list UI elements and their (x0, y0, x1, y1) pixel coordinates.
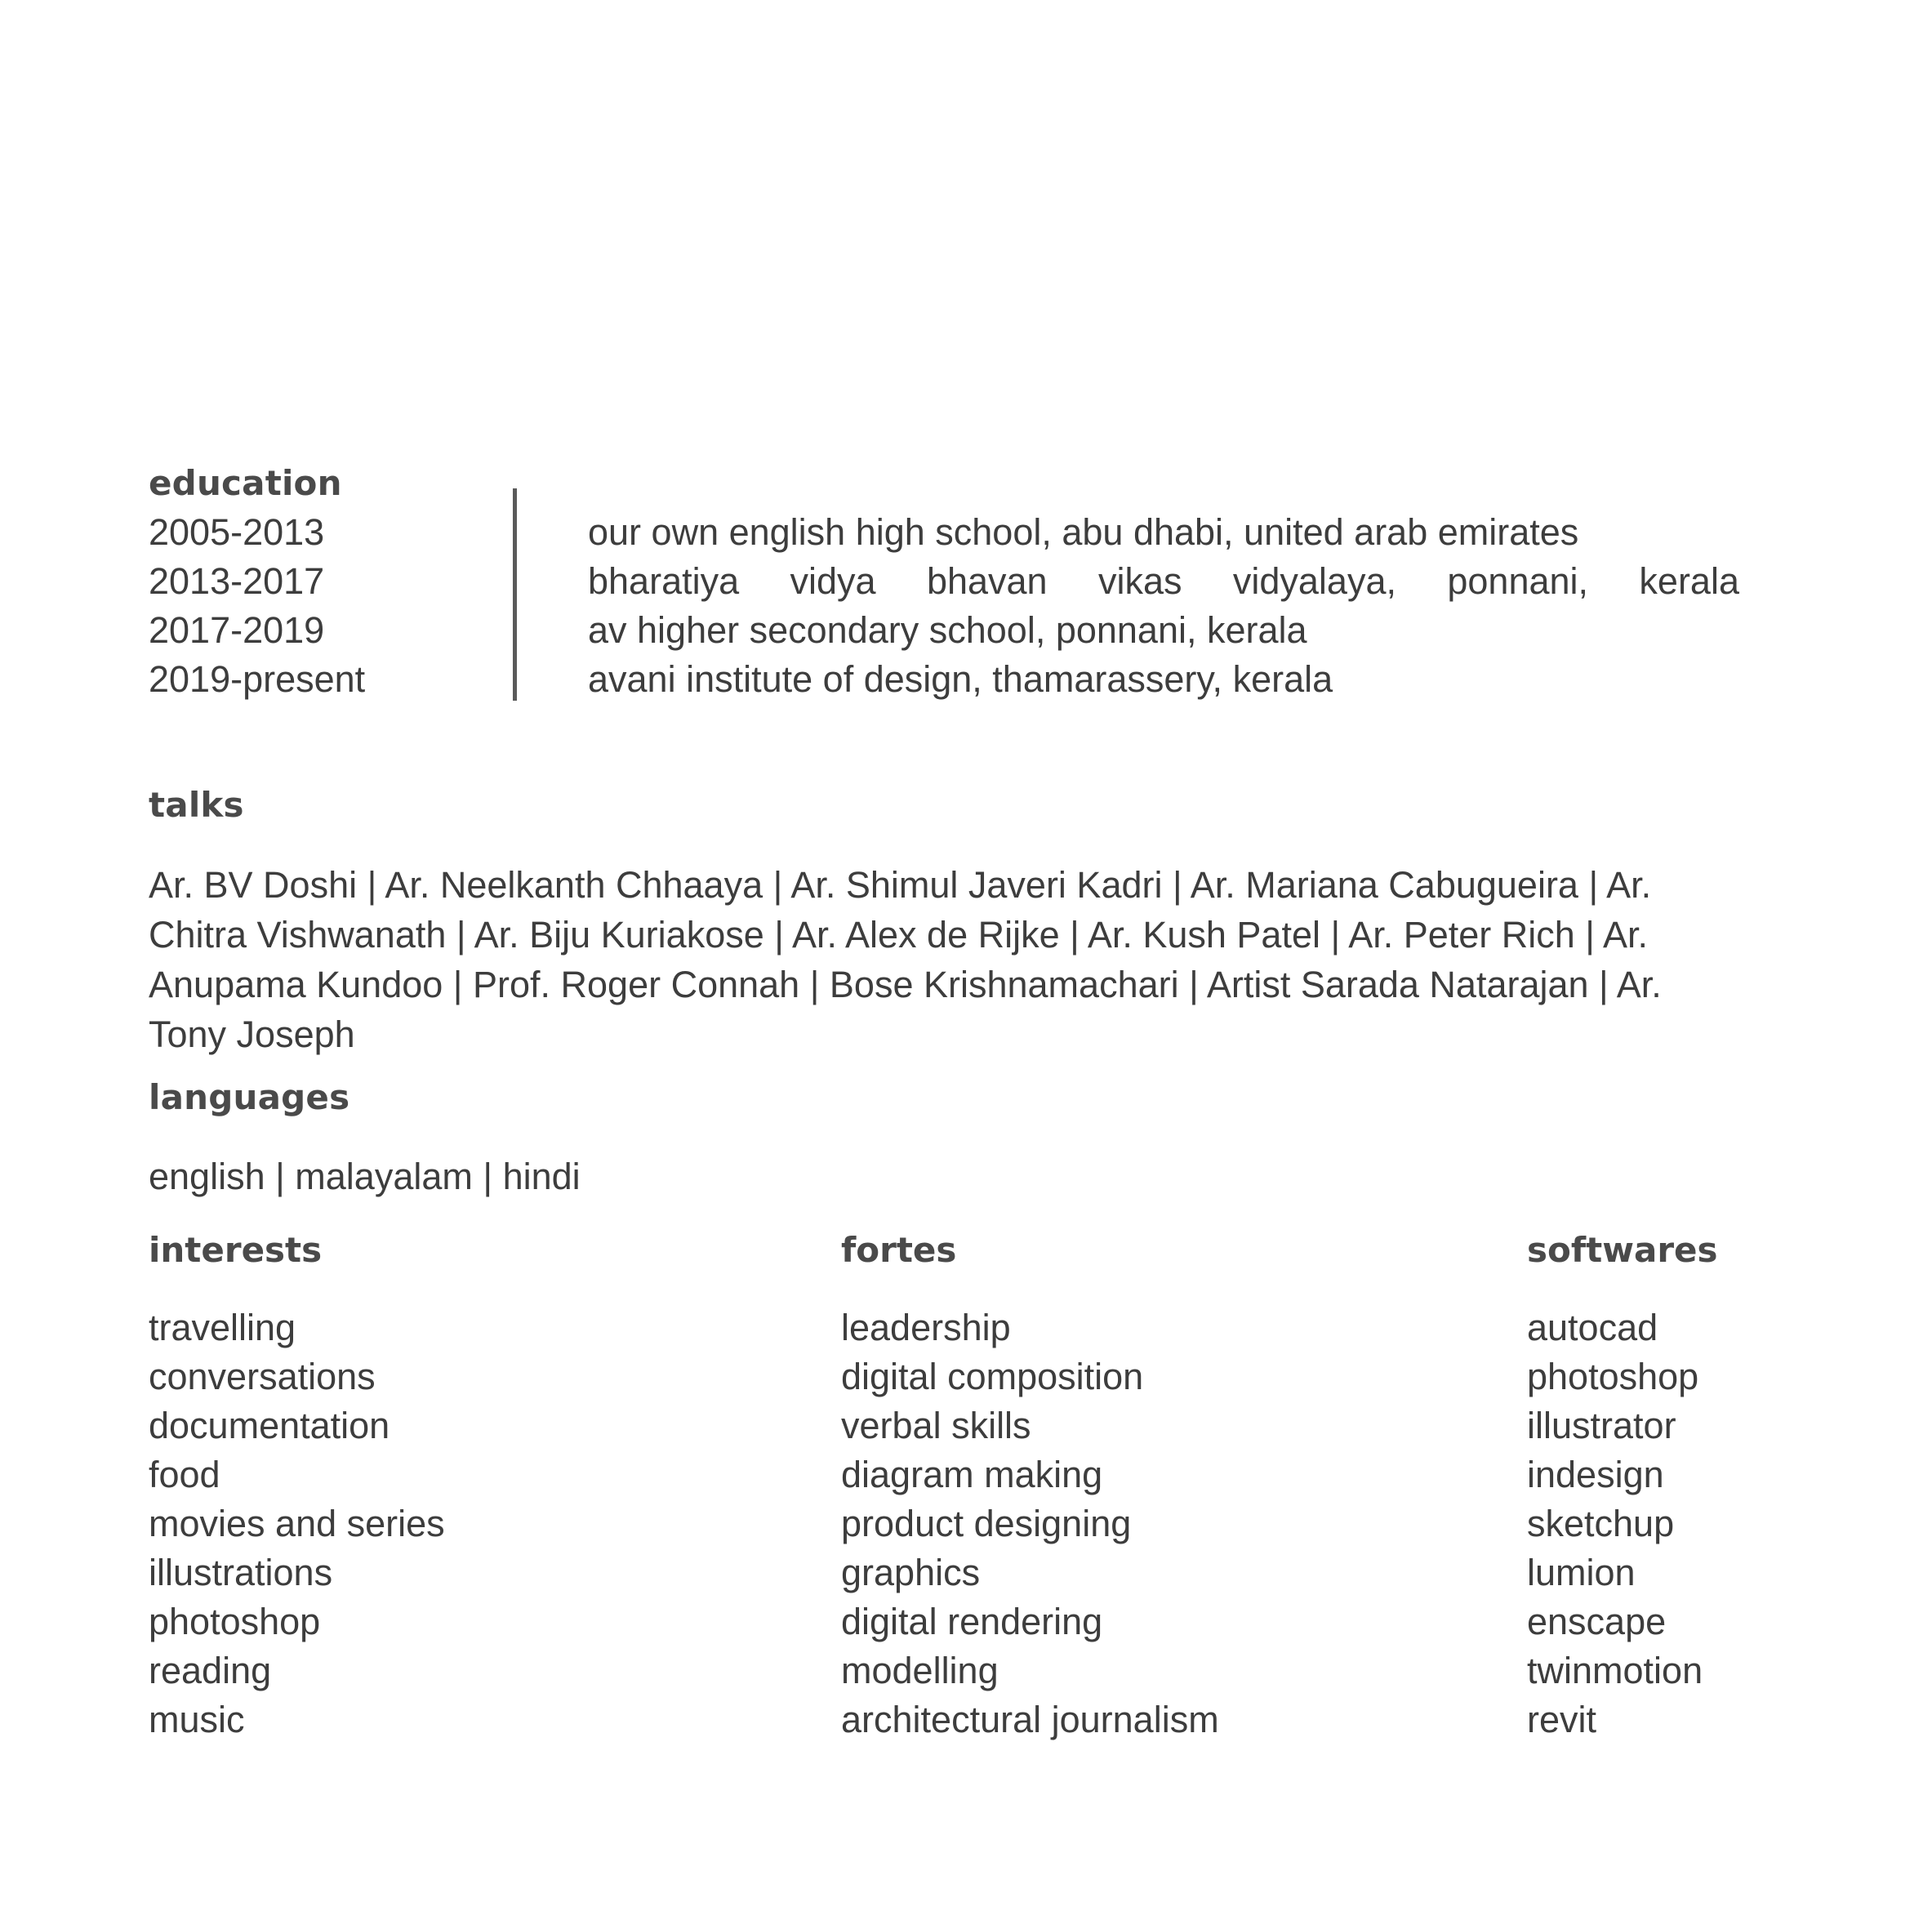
list-item: digital composition (841, 1356, 1144, 1397)
list-item: graphics (841, 1552, 981, 1593)
fortes-list (841, 1303, 1219, 1744)
languages-body: english | malayalam | hindi (149, 1156, 581, 1197)
list-item: travelling (149, 1307, 296, 1348)
list-item: movies and series (149, 1503, 445, 1544)
list-item: indesign (1527, 1454, 1664, 1495)
education-row (149, 655, 1739, 704)
list-item: lumion (1527, 1552, 1636, 1593)
list-item: product designing (841, 1503, 1132, 1544)
list-item: leadership (841, 1307, 1011, 1348)
education-years: 2017-2019 (149, 609, 325, 651)
softwares-list (1527, 1303, 1718, 1744)
list-item: diagram making (841, 1454, 1103, 1495)
list-item: enscape (1527, 1601, 1667, 1642)
list-item: photoshop (149, 1601, 321, 1642)
list-item: autocad (1527, 1307, 1658, 1348)
list-item: reading (149, 1650, 272, 1691)
education-row (149, 606, 1739, 655)
list-item: conversations (149, 1356, 376, 1397)
education-row (149, 557, 1739, 606)
education-row (149, 508, 1739, 557)
list-item: food (149, 1454, 220, 1495)
interests-column (149, 1230, 445, 1744)
education-vertical-divider (513, 488, 517, 701)
education-heading: education (149, 462, 342, 503)
education-school: bharatiya vidya bhavan vikas vidyalaya, ponnani, kerala (588, 560, 1739, 602)
talks-heading: talks (149, 784, 244, 825)
list-item: architectural journalism (841, 1699, 1219, 1740)
list-item: twinmotion (1527, 1650, 1703, 1691)
talks-body: Ar. BV Doshi | Ar. Neelkanth Chhaaya | Ar. Shimul Javeri Kadri | Ar. Mariana Cabugueira | Ar. Chitra Vishwanath | Ar. Biju Kuriakose | Ar. Alex de Rijke | Ar. Kush Patel | Ar. Peter Rich | Ar. Anupama Kundoo | Prof. Roger Connah | Bose Krishnamachari | Artist Sarada Natarajan | Ar. Tony Joseph (149, 864, 1662, 1055)
list-item: photoshop (1527, 1356, 1699, 1397)
list-item: revit (1527, 1699, 1597, 1740)
interests-list (149, 1303, 445, 1744)
education-years: 2005-2013 (149, 511, 325, 553)
education-school: our own english high school, abu dhabi, united arab emirates (588, 511, 1579, 553)
softwares-column (1527, 1230, 1718, 1744)
list-item: illustrator (1527, 1405, 1676, 1446)
list-item: sketchup (1527, 1503, 1675, 1544)
education-years: 2013-2017 (149, 560, 325, 602)
list-item: verbal skills (841, 1405, 1031, 1446)
fortes-column (841, 1230, 1219, 1744)
education-school: av higher secondary school, ponnani, kerala (588, 609, 1307, 651)
education-school: avani institute of design, thamarassery, kerala (588, 658, 1333, 700)
education-years: 2019-present (149, 658, 366, 700)
list-item: illustrations (149, 1552, 333, 1593)
list-item: modelling (841, 1650, 999, 1691)
fortes-heading: fortes (841, 1230, 957, 1270)
interests-heading: interests (149, 1230, 323, 1270)
softwares-heading: softwares (1527, 1230, 1718, 1270)
list-item: digital rendering (841, 1601, 1103, 1642)
list-item: music (149, 1699, 245, 1740)
languages-heading: languages (149, 1076, 350, 1117)
education-table (149, 508, 1739, 704)
list-item: documentation (149, 1405, 390, 1446)
